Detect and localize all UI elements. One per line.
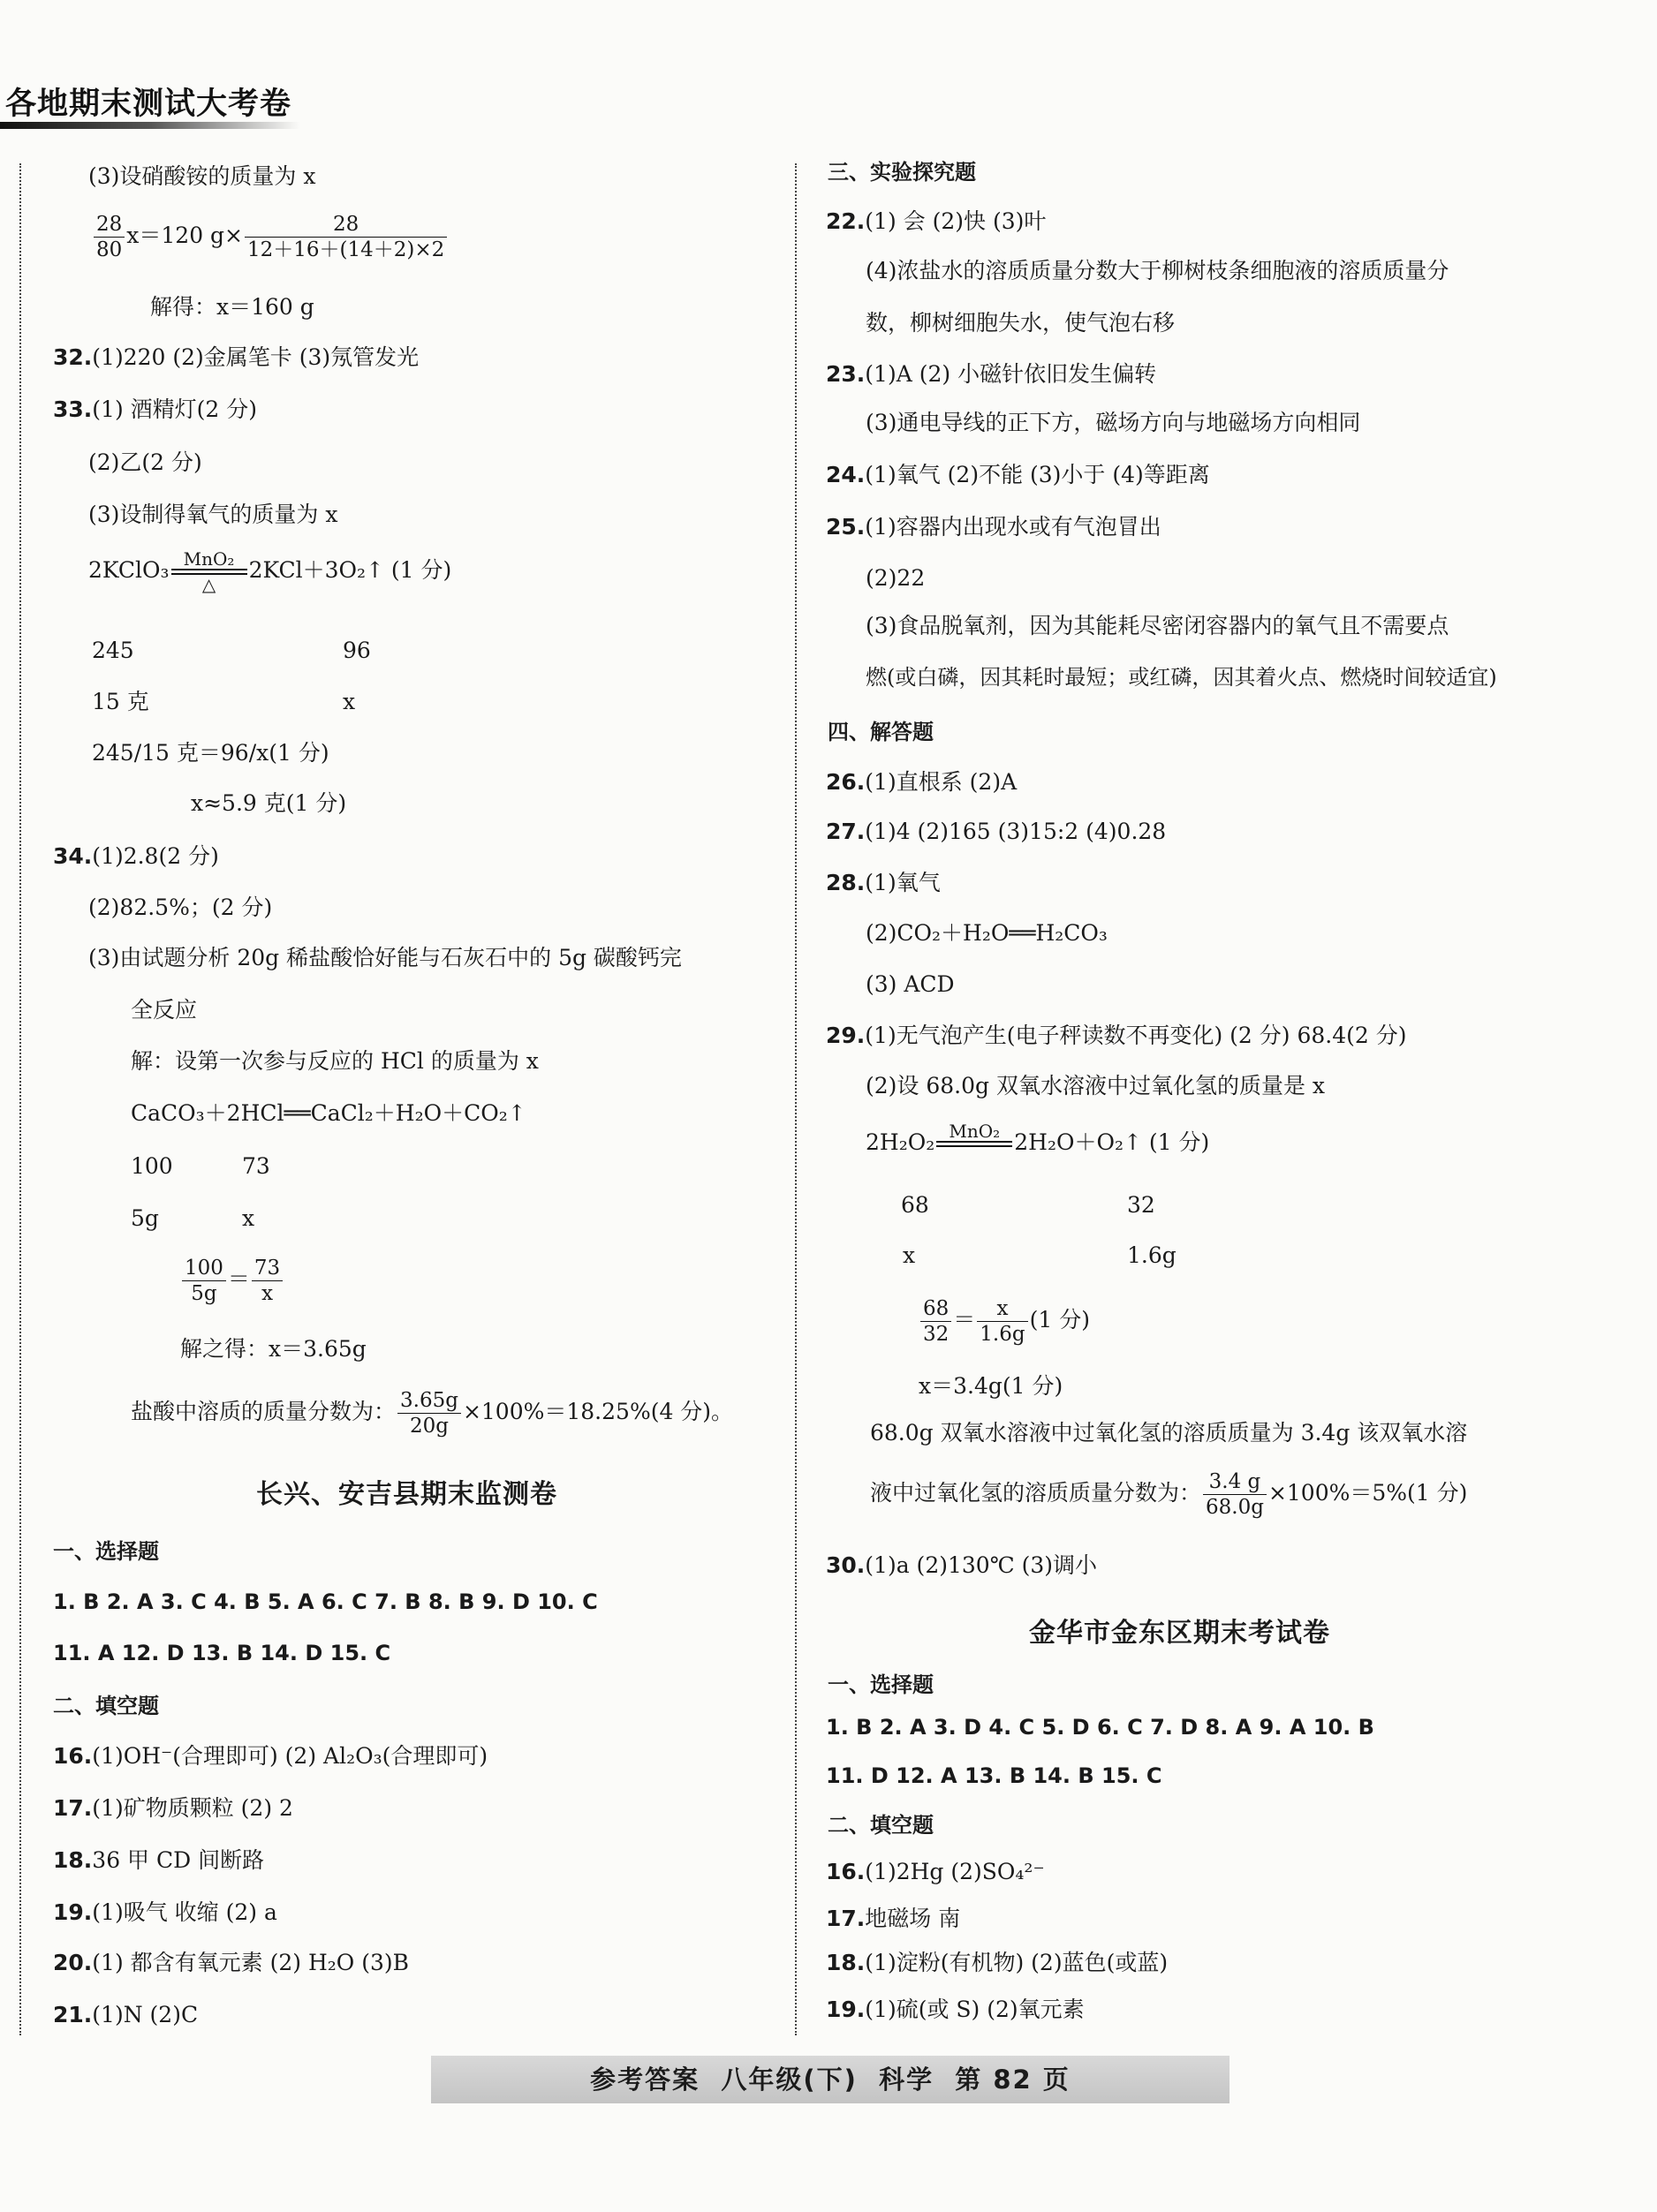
- answer-text: (1)吸气 收缩 (2) a: [92, 1899, 277, 1925]
- equation-middle: x＝120 g×: [126, 223, 243, 248]
- q17: [826, 1904, 960, 1934]
- answer-text: (1)220 (2)金属笔卡 (3)氖管发光: [92, 344, 420, 370]
- q17: [53, 1793, 293, 1823]
- score-note: (1 分): [1029, 1307, 1090, 1332]
- fraction: [245, 212, 447, 262]
- choice-answers-row2: 11. A 12. D 13. B 14. D 15. C: [53, 1641, 391, 1665]
- q31-part3: (3)设硝酸铵的质量为 x: [88, 163, 316, 189]
- choice-answers-row1: 1. B 2. A 3. D 4. C 5. D 6. C 7. D 8. A 9. A 10. B: [826, 1715, 1374, 1740]
- paper-title-jinhua-jindong: 金华市金东区期末考试卷: [1029, 1618, 1330, 1649]
- answer-text: 36 甲 CD 间断路: [92, 1847, 265, 1873]
- q33-ratio-row1-a: 245: [92, 638, 134, 663]
- q34-part2: (2)82.5%；(2 分): [88, 895, 273, 920]
- denominator: x: [261, 1282, 274, 1305]
- question-number: 18.: [53, 1847, 93, 1873]
- numerator: 3.65g: [397, 1388, 461, 1414]
- q20: [53, 1948, 409, 1978]
- q29: [826, 1021, 1407, 1051]
- q34-ratio-row2-b: x: [242, 1205, 255, 1231]
- fraction: [252, 1256, 283, 1306]
- section-heading-solve: 四、解答题: [828, 720, 934, 744]
- equals-sign: ＝: [227, 1266, 250, 1292]
- fraction: [920, 1296, 951, 1347]
- question-number: 23.: [826, 361, 866, 387]
- question-number: 17.: [53, 1795, 93, 1821]
- denominator: 1.6g: [980, 1323, 1025, 1346]
- q33: [53, 395, 257, 425]
- answer-text: (1) 都含有氧元素 (2) H₂O (3)B: [92, 1950, 410, 1975]
- question-number: 26.: [826, 769, 866, 795]
- q28-part3: (3) ACD: [866, 971, 955, 997]
- question-number: 19.: [826, 1997, 866, 2022]
- q29-ratio-row2-b: 1.6g: [1127, 1242, 1177, 1268]
- section-heading-fill: 二、填空题: [53, 1694, 159, 1718]
- numerator: 28: [245, 212, 447, 238]
- q25-part2: (2)22: [866, 565, 926, 591]
- q23: [826, 359, 1156, 389]
- q26: [826, 767, 1017, 797]
- section-heading-choice: 一、选择题: [828, 1672, 934, 1697]
- q33-equation: [88, 549, 451, 594]
- answer-text: (1)4 (2)165 (3)15:2 (4)0.28: [865, 819, 1167, 844]
- fraction: [1203, 1469, 1267, 1520]
- page-header-title: 各地期末测试大考卷: [5, 87, 292, 122]
- question-number: 27.: [826, 819, 866, 844]
- q29-ratio-row1-b: 32: [1127, 1192, 1155, 1218]
- question-number: 16.: [826, 1859, 866, 1884]
- denominator: 12＋16＋(14＋2)×2: [247, 238, 445, 261]
- final-prefix: 盐酸中溶质的质量分数为：: [131, 1399, 397, 1424]
- q29-equation: [866, 1121, 1209, 1166]
- q23-part3: (3)通电导线的正下方，磁场方向与地磁场方向相同: [866, 410, 1361, 435]
- question-number: 16.: [53, 1743, 93, 1769]
- answer-text: (1)A (2) 小磁针依旧发生偏转: [865, 361, 1157, 387]
- numerator: 73: [252, 1256, 283, 1281]
- reaction-bar: [936, 1141, 1012, 1147]
- denominator: 5g: [191, 1282, 217, 1305]
- section-heading-experiment: 三、实验探究题: [828, 160, 976, 185]
- reactants: 2KClO₃: [88, 557, 170, 583]
- q21: [53, 2000, 198, 2030]
- reaction-condition: [936, 1121, 1012, 1166]
- q33-result: x≈5.9 克(1 分): [191, 790, 347, 816]
- fraction: [182, 1256, 226, 1306]
- q29-ratio-row1-a: 68: [901, 1192, 929, 1218]
- paper-title-changxing-anji: 长兴、安吉县期末监测卷: [256, 1479, 557, 1510]
- catalyst: MnO₂: [183, 548, 235, 570]
- q19: [826, 1995, 1085, 2025]
- answer-text: (1)N (2)C: [92, 2002, 199, 2027]
- q27: [826, 817, 1166, 847]
- products: 2KCl＋3O₂↑ (1 分): [248, 557, 452, 583]
- empty-condition: [936, 1147, 1012, 1166]
- section-heading-fill: 二、填空题: [828, 1813, 934, 1838]
- q30: [826, 1551, 1097, 1581]
- question-number: 30.: [826, 1552, 866, 1578]
- answer-text: (1)氧气: [865, 870, 941, 895]
- answer-text: (1)无气泡产生(电子秤读数不再变化) (2 分) 68.4(2 分): [865, 1023, 1407, 1048]
- footer-text: 参考答案 八年级(下) 科学 第 82 页: [590, 2065, 1071, 2095]
- q18: [826, 1948, 1168, 1978]
- answer-text: (1)2.8(2 分): [92, 843, 219, 869]
- denominator: 68.0g: [1206, 1496, 1264, 1519]
- column-divider-dotted-line: [795, 163, 797, 2035]
- answer-text: (1)OH⁻(合理即可) (2) Al₂O₃(合理即可): [92, 1743, 488, 1769]
- answer-text: (1)a (2)130℃ (3)调小: [865, 1552, 1098, 1578]
- question-number: 21.: [53, 2002, 93, 2027]
- q34-ratio-row2-a: 5g: [131, 1205, 159, 1231]
- reactants: 2H₂O₂: [866, 1129, 935, 1155]
- left-margin-dotted-line: [19, 163, 21, 2035]
- fraction: [397, 1388, 461, 1438]
- q33-ratio-row2-b: x: [343, 689, 356, 714]
- q16: [826, 1857, 1045, 1887]
- q34-ratio-row1-a: 100: [131, 1153, 173, 1179]
- question-number: 25.: [826, 514, 866, 540]
- answer-text: (1)直根系 (2)A: [865, 769, 1018, 795]
- q32: [53, 343, 419, 373]
- conclusion-prefix: 液中过氧化氢的溶质质量分数为：: [870, 1480, 1202, 1506]
- question-number: 34.: [53, 843, 93, 869]
- fraction: [977, 1296, 1027, 1347]
- q25: [826, 512, 1161, 542]
- numerator: 100: [182, 1256, 226, 1281]
- q34-part3-c: 解：设第一次参与反应的 HCl 的质量为 x: [131, 1048, 539, 1074]
- denominator: 80: [96, 238, 123, 261]
- answer-text: 地磁场 南: [865, 1906, 961, 1931]
- q33-part2: (2)乙(2 分): [88, 449, 202, 475]
- numerator: x: [977, 1296, 1027, 1322]
- choice-answers-row2: 11. D 12. A 13. B 14. B 15. C: [826, 1763, 1162, 1788]
- choice-answers-row1: 1. B 2. A 3. C 4. B 5. A 6. C 7. B 8. B 9. D 10. C: [53, 1589, 598, 1614]
- answer-text: (1)硫(或 S) (2)氧元素: [865, 1997, 1085, 2022]
- q34-equation: CaCO₃＋2HCl══CaCl₂＋H₂O＋CO₂↑: [131, 1100, 526, 1126]
- question-number: 17.: [826, 1906, 866, 1931]
- answer-text: (1) 酒精灯(2 分): [92, 396, 258, 422]
- q34-part3-a: (3)由试题分析 20g 稀盐酸恰好能与石灰石中的 5g 碳酸钙完: [88, 945, 682, 970]
- q29-conclusion-a: 68.0g 双氧水溶液中过氧化氢的溶质质量为 3.4g 该双氧水溶: [870, 1420, 1468, 1446]
- q16: [53, 1741, 488, 1771]
- denominator: 20g: [409, 1415, 449, 1438]
- q28: [826, 868, 941, 898]
- q33-part3: (3)设制得氧气的质量为 x: [88, 502, 338, 527]
- products: 2H₂O＋O₂↑ (1 分): [1014, 1129, 1210, 1155]
- question-number: 33.: [53, 396, 93, 422]
- denominator: 32: [923, 1323, 950, 1346]
- answer-text: (1)氧气 (2)不能 (3)小于 (4)等距离: [865, 462, 1210, 487]
- answer-text: (1)容器内出现水或有气泡冒出: [865, 514, 1161, 540]
- q29-part2: (2)设 68.0g 双氧水溶液中过氧化氢的质量是 x: [866, 1073, 1326, 1098]
- q31-equation: [92, 212, 449, 262]
- footer-bar: [431, 2056, 1230, 2103]
- q34: [53, 842, 219, 872]
- question-number: 24.: [826, 462, 866, 487]
- numerator: 28: [94, 212, 125, 238]
- q24: [826, 460, 1210, 490]
- q22-part4-b: 数，柳树细胞失水，使气泡右移: [866, 310, 1176, 336]
- q25-part3-a: (3)食品脱氧剂，因为其能耗尽密闭容器内的氧气且不需要点: [866, 613, 1449, 638]
- question-number: 19.: [53, 1899, 93, 1925]
- q31-answer: 解得：x＝160 g: [150, 294, 314, 320]
- q19: [53, 1898, 277, 1928]
- q34-ratio-row1-b: 73: [242, 1153, 270, 1179]
- fraction: [94, 212, 125, 262]
- answer-text: (1) 会 (2)快 (3)叶: [865, 208, 1047, 234]
- q33-ratio-row1-b: 96: [343, 638, 371, 663]
- q33-ratio-row2-a: 15 克: [92, 689, 149, 714]
- answer-text: (1)淀粉(有机物) (2)蓝色(或蓝): [865, 1950, 1169, 1975]
- equals-sign: ＝: [953, 1307, 976, 1332]
- catalyst: MnO₂: [949, 1121, 1001, 1142]
- q29-conclusion-b: [870, 1469, 1467, 1520]
- section-heading-choice: 一、选择题: [53, 1539, 159, 1564]
- q34-solve: 解之得：x＝3.65g: [180, 1336, 367, 1362]
- q34-proportion: [180, 1256, 284, 1306]
- q22: [826, 207, 1046, 237]
- q28-part2: (2)CO₂＋H₂O══H₂CO₃: [866, 920, 1108, 946]
- question-number: 32.: [53, 344, 93, 370]
- numerator: 68: [920, 1296, 951, 1322]
- answer-text: (1)2Hg (2)SO₄²⁻: [865, 1859, 1045, 1884]
- answer-text: (1)矿物质颗粒 (2) 2: [92, 1795, 293, 1821]
- q34-final: [131, 1388, 733, 1438]
- q29-ratio-row2-a: x: [903, 1242, 916, 1268]
- heat-mark: △: [201, 574, 216, 595]
- q25-part3-b: 燃(或白磷，因其耗时最短；或红磷，因其着火点、燃烧时间较适宜): [866, 665, 1497, 690]
- conclusion-suffix: ×100%＝5%(1 分): [1267, 1480, 1468, 1506]
- q33-ratio: 245/15 克＝96/x(1 分): [92, 740, 329, 766]
- question-number: 28.: [826, 870, 866, 895]
- header-rule: [0, 122, 300, 129]
- reaction-condition: [171, 549, 247, 594]
- q29-solve: x＝3.4g(1 分): [919, 1373, 1063, 1399]
- q22-part4-a: (4)浓盐水的溶质质量分数大于柳树枝条细胞液的溶质质量分: [866, 258, 1449, 283]
- question-number: 18.: [826, 1950, 866, 1975]
- question-number: 20.: [53, 1950, 93, 1975]
- q18: [53, 1846, 264, 1876]
- final-suffix: ×100%＝18.25%(4 分)。: [462, 1399, 734, 1424]
- q34-part3-b: 全反应: [131, 997, 198, 1023]
- q29-proportion: [919, 1296, 1090, 1347]
- numerator: 3.4 g: [1203, 1469, 1267, 1495]
- question-number: 22.: [826, 208, 866, 234]
- question-number: 29.: [826, 1023, 866, 1048]
